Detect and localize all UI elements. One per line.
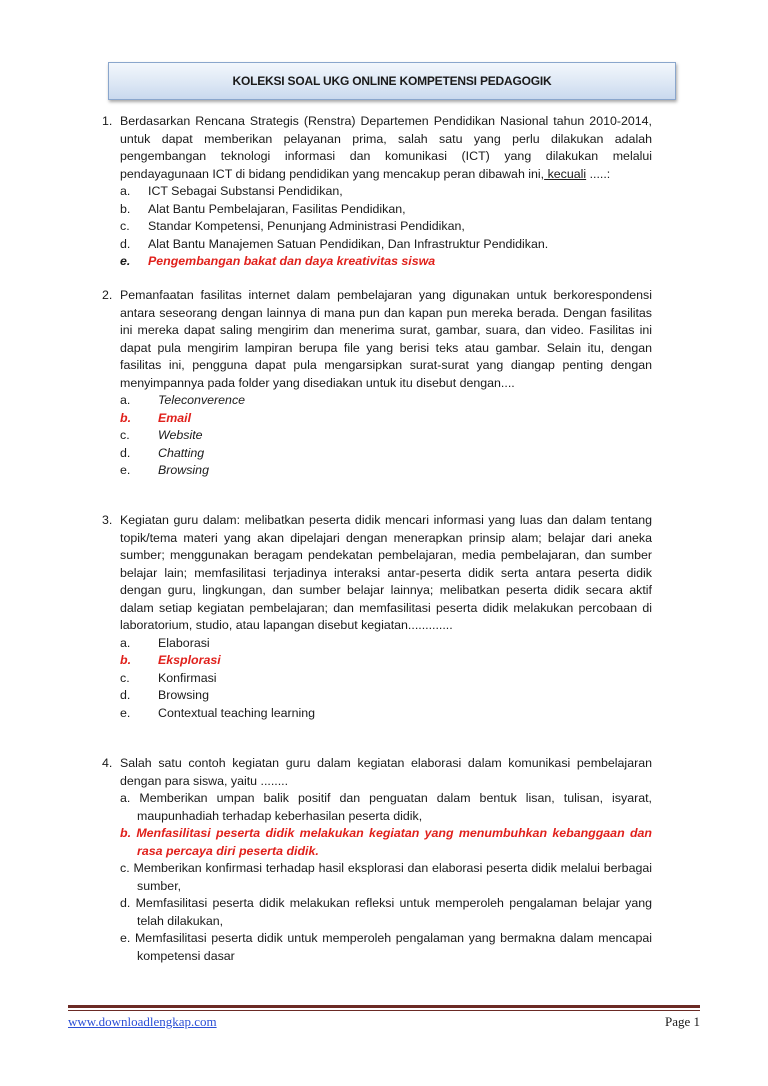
question-number: 3. bbox=[102, 513, 113, 527]
option-a bbox=[102, 635, 652, 653]
option-letter: d. bbox=[120, 236, 131, 251]
option-letter: c. bbox=[120, 428, 130, 442]
footer-website-link[interactable]: www.downloadlengkap.com bbox=[68, 1014, 217, 1029]
option-a bbox=[102, 392, 652, 410]
option-text: ICT Sebagai Substansi Pendidikan, bbox=[148, 184, 343, 198]
option-letter: b. bbox=[120, 653, 132, 667]
question-stem bbox=[102, 113, 652, 183]
question-stem bbox=[102, 287, 652, 392]
option-text: Alat Bantu Manajemen Satuan Pendidikan, Dan Infrastruktur Pendidikan. bbox=[148, 236, 549, 251]
option-letter: b. bbox=[120, 410, 132, 425]
option-d bbox=[102, 895, 652, 930]
option-d bbox=[102, 687, 652, 705]
option-text: Pengembangan bakat dan daya kreativitas siswa bbox=[148, 254, 436, 268]
option-letter: a. bbox=[120, 184, 131, 198]
option-text: Memfasilitasi peserta didik melakukan refleksi untuk memperoleh pengalaman belajar yang telah dilakukan, bbox=[135, 896, 652, 928]
option-text: Browsing bbox=[158, 688, 209, 702]
option-text: Elaborasi bbox=[158, 635, 210, 650]
document-title: KOLEKSI SOAL UKG ONLINE KOMPETENSI PEDAGOGIK bbox=[108, 62, 676, 100]
option-c bbox=[102, 860, 652, 895]
option-b bbox=[102, 201, 652, 219]
question-2 bbox=[102, 287, 652, 480]
option-letter: a. bbox=[120, 635, 131, 650]
option-text: Memberikan konfirmasi terhadap hasil eksplorasi dan elaborasi peserta didik melalui berbagai sumber, bbox=[133, 861, 653, 893]
option-d bbox=[102, 445, 652, 463]
option-text: Website bbox=[158, 428, 203, 442]
option-text: Browsing bbox=[158, 463, 209, 477]
option-letter: d. bbox=[120, 688, 131, 702]
stem-text: Salah satu contoh kegiatan guru dalam kegiatan elaborasi dalam komunikasi pembelajaran dengan para siswa, yaitu ........ bbox=[120, 756, 652, 788]
option-text: Memberikan umpan balik positif dan penguatan dalam bentuk lisan, tulisan, isyarat, maupunhadiah terhadap keberhasilan peserta didik, bbox=[137, 791, 652, 823]
option-text: Chatting bbox=[158, 445, 205, 460]
stem-emphasis: kecuali bbox=[544, 166, 587, 181]
footer-rule-thin bbox=[68, 1010, 700, 1011]
option-e bbox=[102, 930, 652, 965]
option-text: Eksplorasi bbox=[158, 653, 221, 667]
option-letter: e. bbox=[120, 254, 131, 268]
stem-text: Pemanfaatan fasilitas internet dalam pembelajaran yang digunakan untuk berkorespondensi antara seseorang dengan lainnya di mana pun dan kapan pun mereka berada. Dengan fasilitas ini mereka dapat saling mengirim dan menerima surat, gambar, suara, dan video. Fasilitas ini dapat pula mengirim lampiran berupa file yang berisi teks atau gambar. Selain itu, dengan fasilitas ini, pengguna dapat pula mengarsipkan surat-surat yang diangap penting dengan menyimpannya pada folder yang disediakan untuk itu disebut dengan.... bbox=[120, 288, 652, 390]
option-d bbox=[102, 236, 652, 254]
option-letter: d. bbox=[120, 896, 131, 910]
option-c bbox=[102, 218, 652, 236]
stem-tail: .....: bbox=[586, 166, 611, 181]
stem-text: Berdasarkan Rencana Strategis (Renstra) Departemen Pendidikan Nasional tahun 2010-2014, untuk dapat memberikan pelayanan prima, salah satu yang perlu dilakukan adalah pengembangan teknologi informasi dan komunikasi (ICT) yang dilakukan melalui pendayagunaan ICT di bidang pendidikan yang mencakup peran dibawah ini, bbox=[120, 114, 652, 181]
question-4 bbox=[102, 755, 652, 965]
option-text: Alat Bantu Pembelajaran, Fasilitas Pendidikan, bbox=[148, 201, 406, 216]
option-b-answer bbox=[102, 825, 652, 860]
question-stem bbox=[102, 755, 652, 790]
option-a bbox=[102, 183, 652, 201]
question-3 bbox=[102, 512, 652, 722]
option-c bbox=[102, 670, 652, 688]
option-text: Email bbox=[158, 410, 192, 425]
question-number: 2. bbox=[102, 288, 113, 302]
option-b-answer bbox=[102, 652, 652, 670]
option-letter: e. bbox=[120, 931, 131, 945]
question-1 bbox=[102, 113, 652, 271]
option-e bbox=[102, 462, 652, 480]
page-number: Page 1 bbox=[664, 1014, 700, 1029]
option-b-answer bbox=[102, 410, 652, 428]
option-text: Memfasilitasi peserta didik untuk memperoleh pengalaman yang bermakna dalam mencapai kompetensi dasar bbox=[134, 931, 652, 963]
question-number: 1. bbox=[102, 114, 113, 128]
option-text: Menfasilitasi peserta didik melakukan kegiatan yang menumbuhkan kebanggaan dan rasa percaya diri peserta didik. bbox=[136, 826, 652, 858]
option-text: Contextual teaching learning bbox=[158, 705, 316, 720]
question-number: 4. bbox=[102, 756, 113, 770]
stem-text: Kegiatan guru dalam: melibatkan peserta didik mencari informasi yang luas dan dalam tentang topik/tema materi yang akan dipelajari dengan menerapkan prinsip alam; belajar dari aneka sumber; menggunakan beragam pendekatan pembelajaran, media pembelajaran, dan sumber belajar lain; memfasilitasi terjadinya interaksi antar-peserta didik serta antara peserta didik dengan guru, lingkungan, dan sumber belajar lainnya; melibatkan peserta didik secara aktif dalam setiap kegiatan pembelajaran; dan memfasilitasi peserta didik melakukan percobaan di laboratorium, studio, atau lapangan disebut kegiatan............. bbox=[120, 513, 652, 632]
option-e-answer bbox=[102, 253, 652, 271]
option-text: Standar Kompetensi, Penunjang Administrasi Pendidikan, bbox=[148, 219, 465, 233]
option-letter: d. bbox=[120, 445, 131, 460]
option-letter: c. bbox=[120, 861, 130, 875]
option-c bbox=[102, 427, 652, 445]
option-text: Teleconverence bbox=[158, 393, 246, 407]
question-stem bbox=[102, 512, 652, 635]
option-letter: b. bbox=[120, 201, 131, 216]
option-letter: a. bbox=[120, 393, 131, 407]
option-letter: e. bbox=[120, 705, 131, 720]
footer-rule bbox=[68, 1005, 700, 1008]
option-a bbox=[102, 790, 652, 825]
option-letter: c. bbox=[120, 670, 130, 685]
option-letter: c. bbox=[120, 219, 130, 233]
option-letter: a. bbox=[120, 791, 131, 805]
option-text: Konfirmasi bbox=[158, 670, 217, 685]
option-letter: e. bbox=[120, 463, 131, 477]
option-letter: b. bbox=[120, 826, 132, 840]
option-e bbox=[102, 705, 652, 723]
